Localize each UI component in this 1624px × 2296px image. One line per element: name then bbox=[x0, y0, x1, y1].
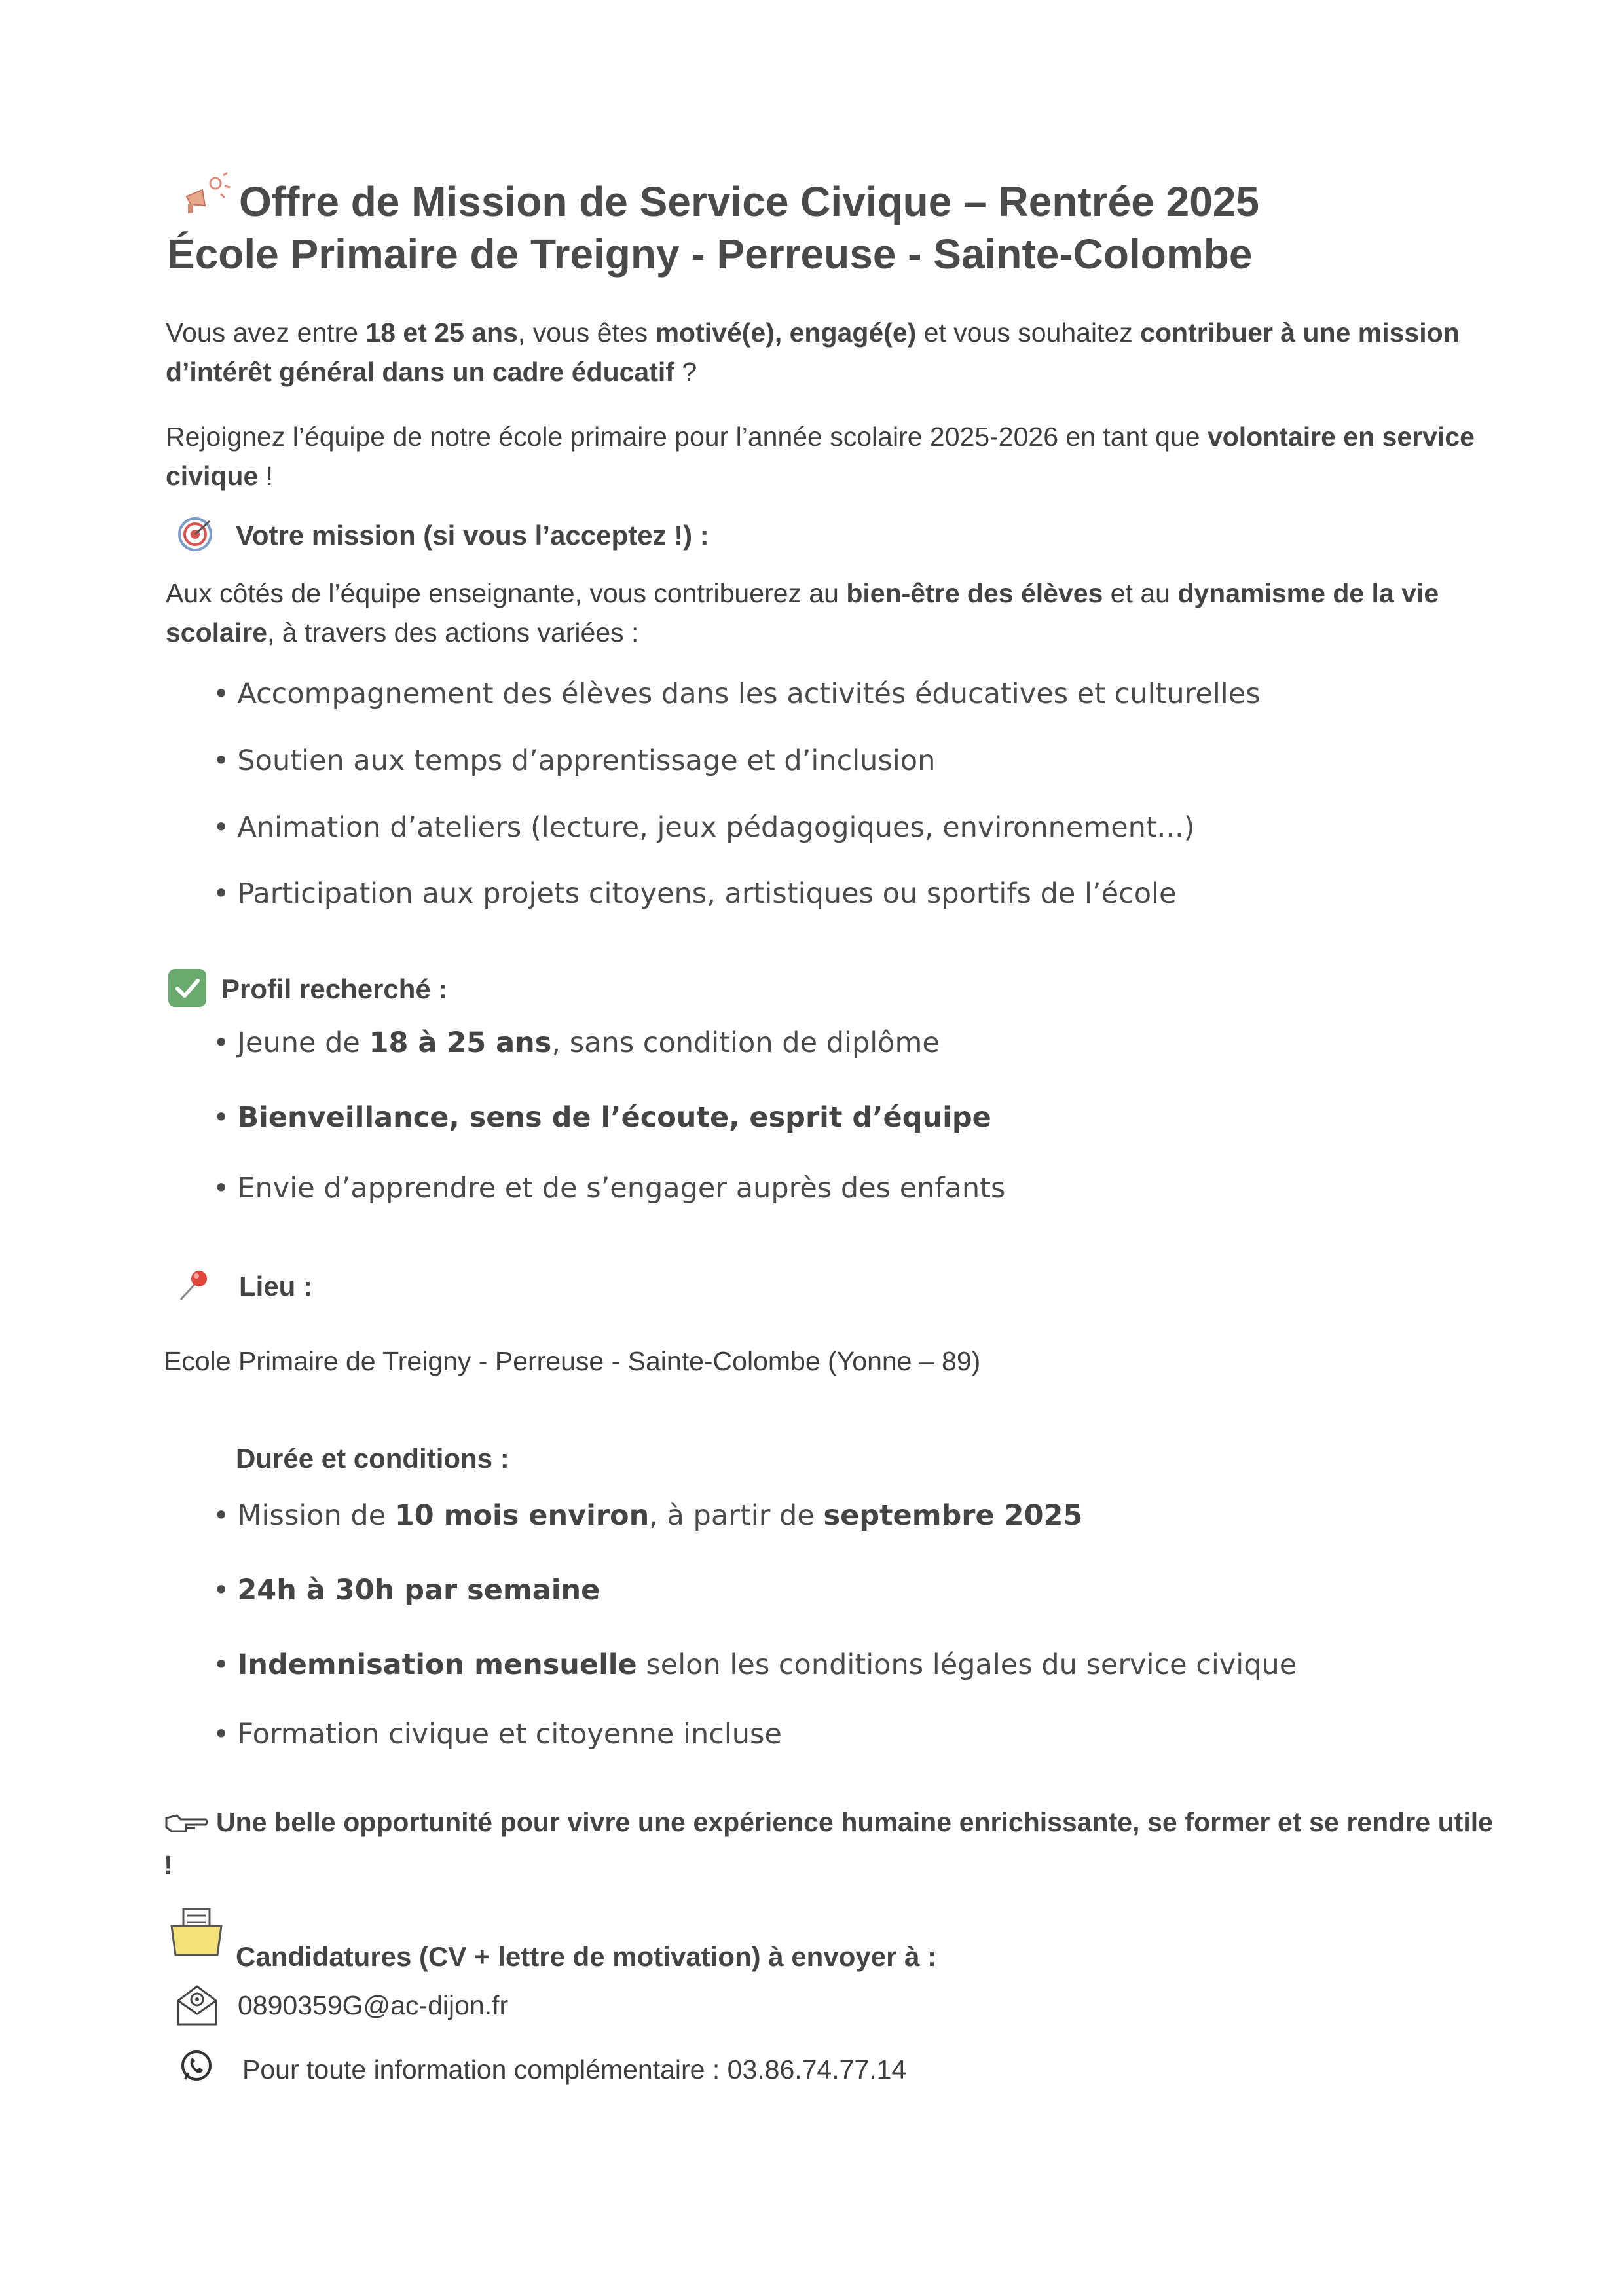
check-icon bbox=[167, 968, 208, 1008]
list-item: • Soutien aux temps d’apprentissage et d’inclusion bbox=[213, 744, 935, 777]
list-item: • Participation aux projets citoyens, artistiques ou sportifs de l’école bbox=[213, 877, 1176, 910]
list-item: • Accompagnement des élèves dans les activités éducatives et culturelles bbox=[213, 678, 1261, 710]
list-item: • Bienveillance, sens de l’écoute, esprit d’équipe bbox=[213, 1101, 991, 1134]
intro-paragraph-1: Vous avez entre 18 et 25 ans, vous êtes motivé(e), engagé(e) et vous souhaitez contribuer à une mission d’intérêt général dans un cadre éducatif ? bbox=[166, 318, 1460, 387]
list-item: • Indemnisation mensuelle selon les conditions légales du service civique bbox=[213, 1649, 1297, 1681]
lieu-address: Ecole Primaire de Treigny - Perreuse - Sainte-Colombe (Yonne – 89) bbox=[164, 1346, 981, 1376]
list-item: • Formation civique et citoyenne incluse bbox=[213, 1718, 782, 1751]
list-item: • Jeune de 18 à 25 ans, sans condition de diplôme bbox=[213, 1027, 940, 1059]
list-item: • Animation d’ateliers (lecture, jeux pédagogiques, environnement...) bbox=[213, 811, 1195, 844]
title-line-2: École Primaire de Treigny - Perreuse - Sainte-Colombe bbox=[167, 230, 1253, 278]
email-icon bbox=[175, 1984, 219, 2027]
contact-email[interactable]: 0890359G@ac-dijon.fr bbox=[238, 1990, 509, 2020]
mission-heading: Votre mission (si vous l’acceptez !) : bbox=[236, 520, 709, 551]
page-title bbox=[167, 175, 1542, 280]
pointing-hand-icon bbox=[164, 1812, 210, 1834]
candidatures-heading: Candidatures (CV + lettre de motivation) à envoyer à : bbox=[236, 1941, 937, 1972]
list-item: • Mission de 10 mois environ, à partir de septembre 2025 bbox=[213, 1499, 1082, 1532]
title-line-1: Offre de Mission de Service Civique – Rentrée 2025 bbox=[239, 178, 1259, 225]
contact-phone: Pour toute information complémentaire : 03.86.74.77.14 bbox=[242, 2054, 907, 2085]
intro-paragraph-2: Rejoignez l’équipe de notre école primaire pour l’année scolaire 2025-2026 en tant que volontaire en service civique ! bbox=[166, 422, 1475, 491]
mission-intro: Aux côtés de l’équipe enseignante, vous contribuerez au bien-être des élèves et au dynamisme de la vie scolaire, à travers des actions variées : bbox=[166, 578, 1439, 647]
target-icon bbox=[177, 516, 213, 553]
pushpin-icon bbox=[175, 1267, 212, 1303]
profil-heading: Profil recherché : bbox=[221, 974, 448, 1004]
closing-statement: Une belle opportunité pour vivre une expérience humaine enrichissante, se former et se rendre utile ! bbox=[164, 1807, 1493, 1880]
duree-heading: Durée et conditions : bbox=[236, 1443, 509, 1474]
megaphone-icon bbox=[175, 172, 234, 217]
list-item: • 24h à 30h par semaine bbox=[213, 1574, 600, 1607]
folder-icon bbox=[169, 1906, 224, 1959]
lieu-heading: Lieu : bbox=[239, 1271, 312, 1302]
list-item: • Envie d’apprendre et de s’engager auprès des enfants bbox=[213, 1172, 1005, 1205]
phone-icon bbox=[179, 2049, 214, 2085]
